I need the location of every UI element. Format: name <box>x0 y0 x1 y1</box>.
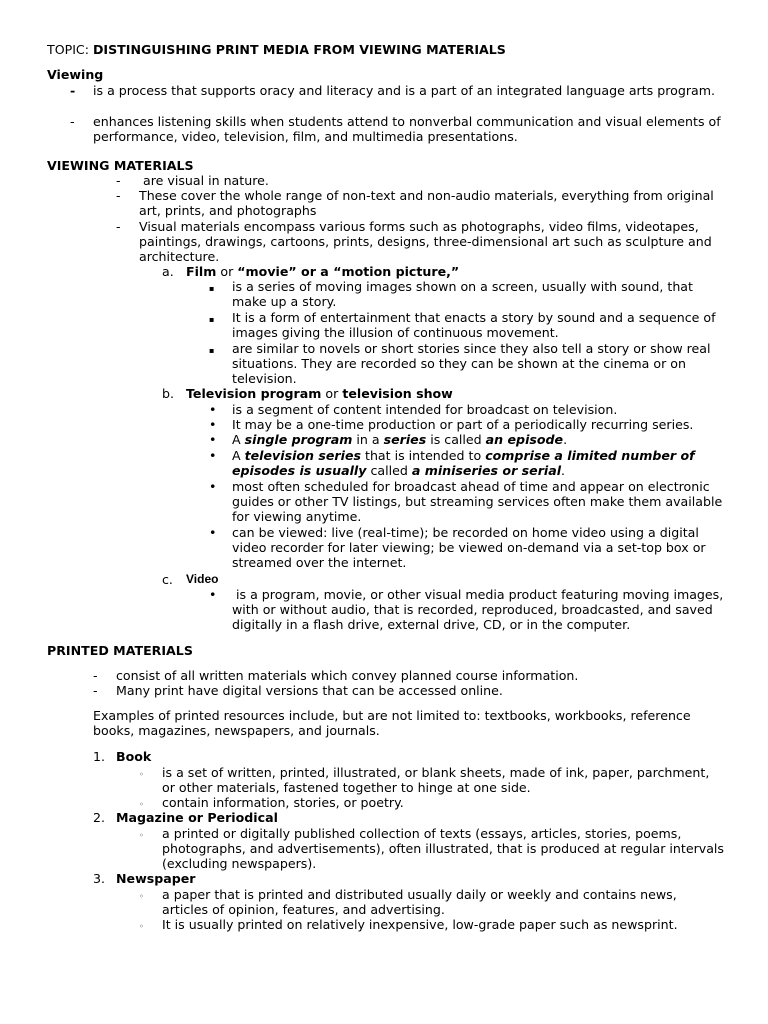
newspaper-sub-1: a paper that is printed and distributed usually daily or weekly and contains news, articles of opinion, features, and advertising. <box>162 887 677 918</box>
list-number-2: 2. <box>93 810 106 825</box>
dot-bullet: • <box>209 448 217 463</box>
video-bullet: is a program, movie, or other visual media product featuring moving images, with or without audio, that is recorded, reproduced, broadcasted, and saved digitally in a flash drive, external drive, CD, or in the computer. <box>232 587 728 633</box>
circle-bullet: ◦ <box>139 770 144 779</box>
printed-materials-heading: PRINTED MATERIALS <box>47 643 193 658</box>
vm-item-3: Visual materials encompass various forms such as photographs, video films, videotapes, paintings, drawings, cartoons, prints, designs, three-dimensional art such as sculpture and architecture. <box>139 219 712 265</box>
examples-paragraph: Examples of printed resources include, but are not limited to: textbooks, workbooks, reference books, magazines, newspapers, and journals. <box>93 708 691 739</box>
magazine-title: Magazine or Periodical <box>116 810 278 825</box>
list-number-3: 3. <box>93 871 106 886</box>
magazine-sub-1: a printed or digitally published collection of texts (essays, articles, stories, poems, photographs, and advertisements), often illustrated, that is produced at regular intervals (excluding newspapers). <box>162 826 724 872</box>
square-bullet: ▪ <box>209 346 215 355</box>
film-term: Film <box>186 264 217 279</box>
dash-marker: - <box>70 83 76 98</box>
film-term-2: “movie” or a “motion picture,” <box>237 264 460 279</box>
film-or: or <box>220 264 234 279</box>
dash-marker: - <box>116 173 121 188</box>
viewing-materials-heading: VIEWING MATERIALS <box>47 158 194 173</box>
newspaper-title: Newspaper <box>116 871 196 886</box>
tv-bullet-5: most often scheduled for broadcast ahead of time and appear on electronic guides or other TV listings, but streaming services often make them available for viewing anytime. <box>232 479 723 525</box>
film-bullet-2: It is a form of entertainment that enacts a story by sound and a sequence of images giving the illusion of continuous movement. <box>232 310 716 341</box>
film-heading <box>186 264 459 279</box>
tv-term-2: television show <box>342 386 453 401</box>
newspaper-sub-2: It is usually printed on relatively inexpensive, low-grade paper such as newsprint. <box>162 917 678 932</box>
tv-bullet-4: A television series that is intended to comprise a limited number of episodes is usually called a miniseries or serial. <box>232 448 695 479</box>
dash-marker: - <box>116 188 121 203</box>
dot-bullet: • <box>209 587 217 602</box>
viewing-heading: Viewing <box>47 67 104 82</box>
viewing-item-1: is a process that supports oracy and literacy and is a part of an integrated language arts program. <box>93 83 716 98</box>
list-marker-a: a. <box>162 264 174 279</box>
dot-bullet: • <box>209 525 217 540</box>
tv-or: or <box>325 386 339 401</box>
tv-bullet-3: A single program in a series is called an episode. <box>232 432 568 447</box>
topic-label: TOPIC: <box>47 42 89 57</box>
tv-term: Television program <box>186 386 322 401</box>
vm-item-1: are visual in nature. <box>139 173 269 188</box>
dash-marker: - <box>70 114 75 129</box>
pm-item-2: Many print have digital versions that can be accessed online. <box>116 683 503 698</box>
viewing-item-2: enhances listening skills when students attend to nonverbal communication and visual elements of performance, video, television, film, and multimedia presentations. <box>93 114 721 145</box>
dot-bullet: • <box>209 417 217 432</box>
tv-bullet-2: It may be a one-time production or part of a periodically recurring series. <box>232 417 694 432</box>
vm-item-2: These cover the whole range of non-text and non-audio materials, everything from original art, prints, and photographs <box>139 188 714 219</box>
tv-bullet-6: can be viewed: live (real-time); be recorded on home video using a digital video recorder for later viewing; be viewed on-demand via a set-top box or streamed over the internet. <box>232 525 706 571</box>
list-number-1: 1. <box>93 749 106 764</box>
circle-bullet: ◦ <box>139 922 144 931</box>
video-term: Video <box>186 572 219 586</box>
film-bullet-3: are similar to novels or short stories since they also tell a story or show real situations. They are recorded so they can be shown at the cinema or on television. <box>232 341 711 387</box>
circle-bullet: ◦ <box>139 892 144 901</box>
list-marker-b: b. <box>162 386 174 401</box>
dash-marker: - <box>116 219 121 234</box>
pm-item-1: consist of all written materials which convey planned course information. <box>116 668 579 683</box>
square-bullet: ▪ <box>209 315 215 324</box>
tv-bullet-1: is a segment of content intended for broadcast on television. <box>232 402 618 417</box>
tv-heading <box>186 386 453 401</box>
circle-bullet: ◦ <box>139 800 144 809</box>
dot-bullet: • <box>209 402 217 417</box>
book-sub-1: is a set of written, printed, illustrated, or blank sheets, made of ink, paper, parchment, or other materials, fastened together to hinge at one side. <box>162 765 710 796</box>
topic-title: DISTINGUISHING PRINT MEDIA FROM VIEWING MATERIALS <box>92 42 506 57</box>
dash-marker: - <box>93 683 98 698</box>
circle-bullet: ◦ <box>139 831 144 840</box>
book-title: Book <box>116 749 152 764</box>
topic-line <box>47 42 506 57</box>
square-bullet: ▪ <box>209 284 215 293</box>
film-bullet-1: is a series of moving images shown on a screen, usually with sound, that make up a story. <box>232 279 693 310</box>
list-marker-c: c. <box>162 572 173 587</box>
dot-bullet: • <box>209 432 217 447</box>
dash-marker: - <box>93 668 98 683</box>
dot-bullet: • <box>209 479 217 494</box>
book-sub-2: contain information, stories, or poetry. <box>162 795 404 810</box>
